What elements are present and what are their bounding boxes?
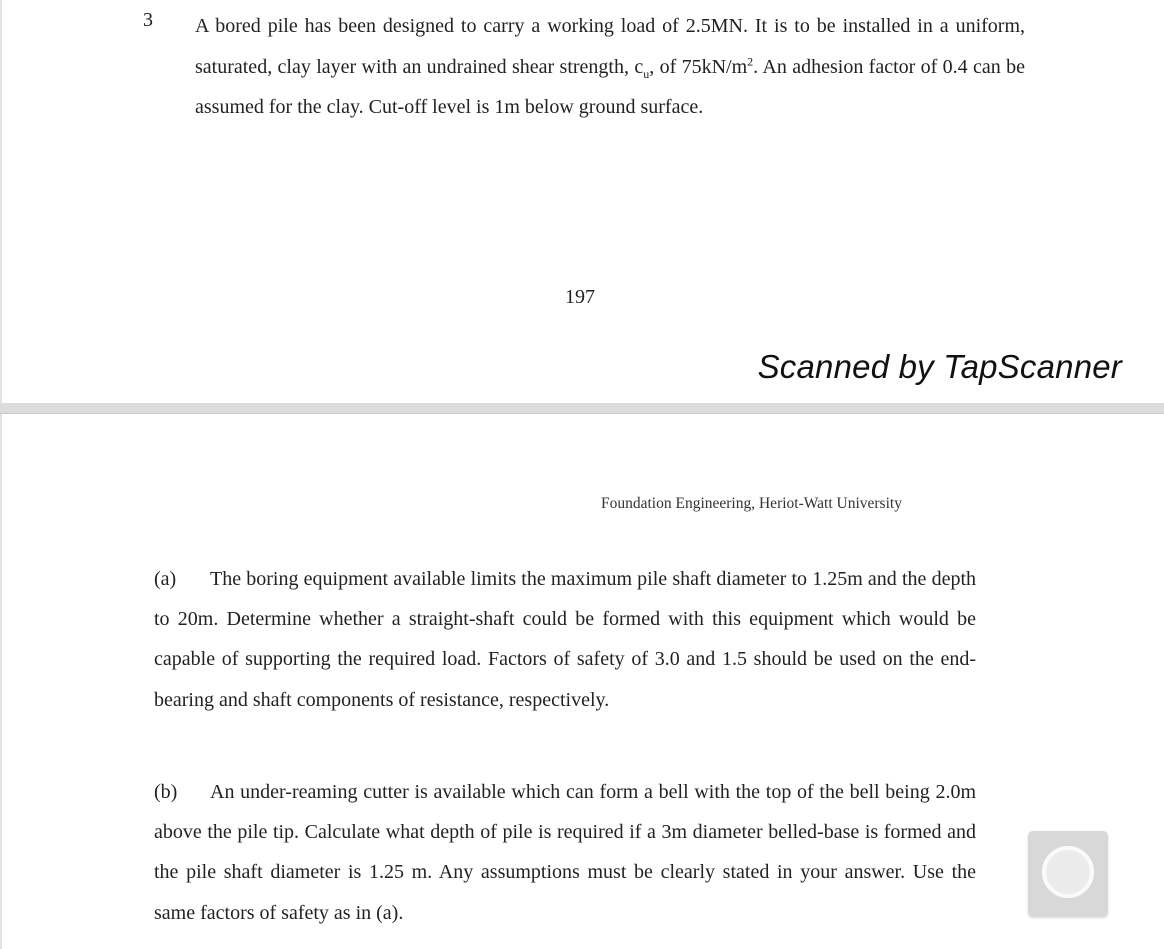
page-separator bbox=[0, 403, 1164, 414]
part-b-text: An under-reaming cutter is available which can form a bell with the top of the bell being 2.0m above the pile tip. Calculate what depth of pile is required if a 3m diameter belled-base is formed and the pile shaft diameter is 1.25 m. Any assumptions must be clearly stated in your answer. Use the same factors of safety as in (a). bbox=[154, 781, 976, 924]
unit-superscript: 2 bbox=[747, 53, 754, 68]
question-text-part-1: A bored pile has been designed to carry a working load of 2.5MN. It is to be installed in a uniform, saturated, clay layer with an undrained shear strength, c bbox=[195, 15, 1025, 78]
running-header: Foundation Engineering, Heriot-Watt University bbox=[601, 495, 902, 512]
question-text-part-3: . An adhesion factor of 0.4 can be assumed for the clay. Cut-off level is 1m below ground surface. bbox=[195, 55, 1026, 118]
part-a bbox=[154, 559, 976, 720]
part-b-label: (b) bbox=[154, 781, 178, 803]
part-b bbox=[154, 772, 976, 933]
scanned-page-bottom bbox=[0, 414, 1164, 949]
scanner-watermark: Scanned by TapScanner bbox=[757, 348, 1122, 385]
part-a-label: (a) bbox=[154, 568, 177, 590]
question-number: 3 bbox=[143, 9, 153, 31]
question-text-part-2: , of 75kN/m bbox=[649, 55, 748, 78]
page-number: 197 bbox=[565, 286, 595, 308]
part-a-text: The boring equipment available limits the maximum pile shaft diameter to 1.25m and the depth to 20m. Determine whether a straight-shaft could be formed with this equipment which would be capable of supporting the required load. Factors of safety of 3.0 and 1.5 should be used on the end-bearing and shaft components of resistance, respectively. bbox=[154, 568, 976, 711]
circle-icon bbox=[1042, 846, 1094, 898]
scanned-page-top bbox=[0, 0, 1164, 403]
cu-subscript: u bbox=[643, 66, 650, 81]
floating-action-button[interactable] bbox=[1028, 831, 1108, 917]
question-text bbox=[195, 6, 1025, 128]
